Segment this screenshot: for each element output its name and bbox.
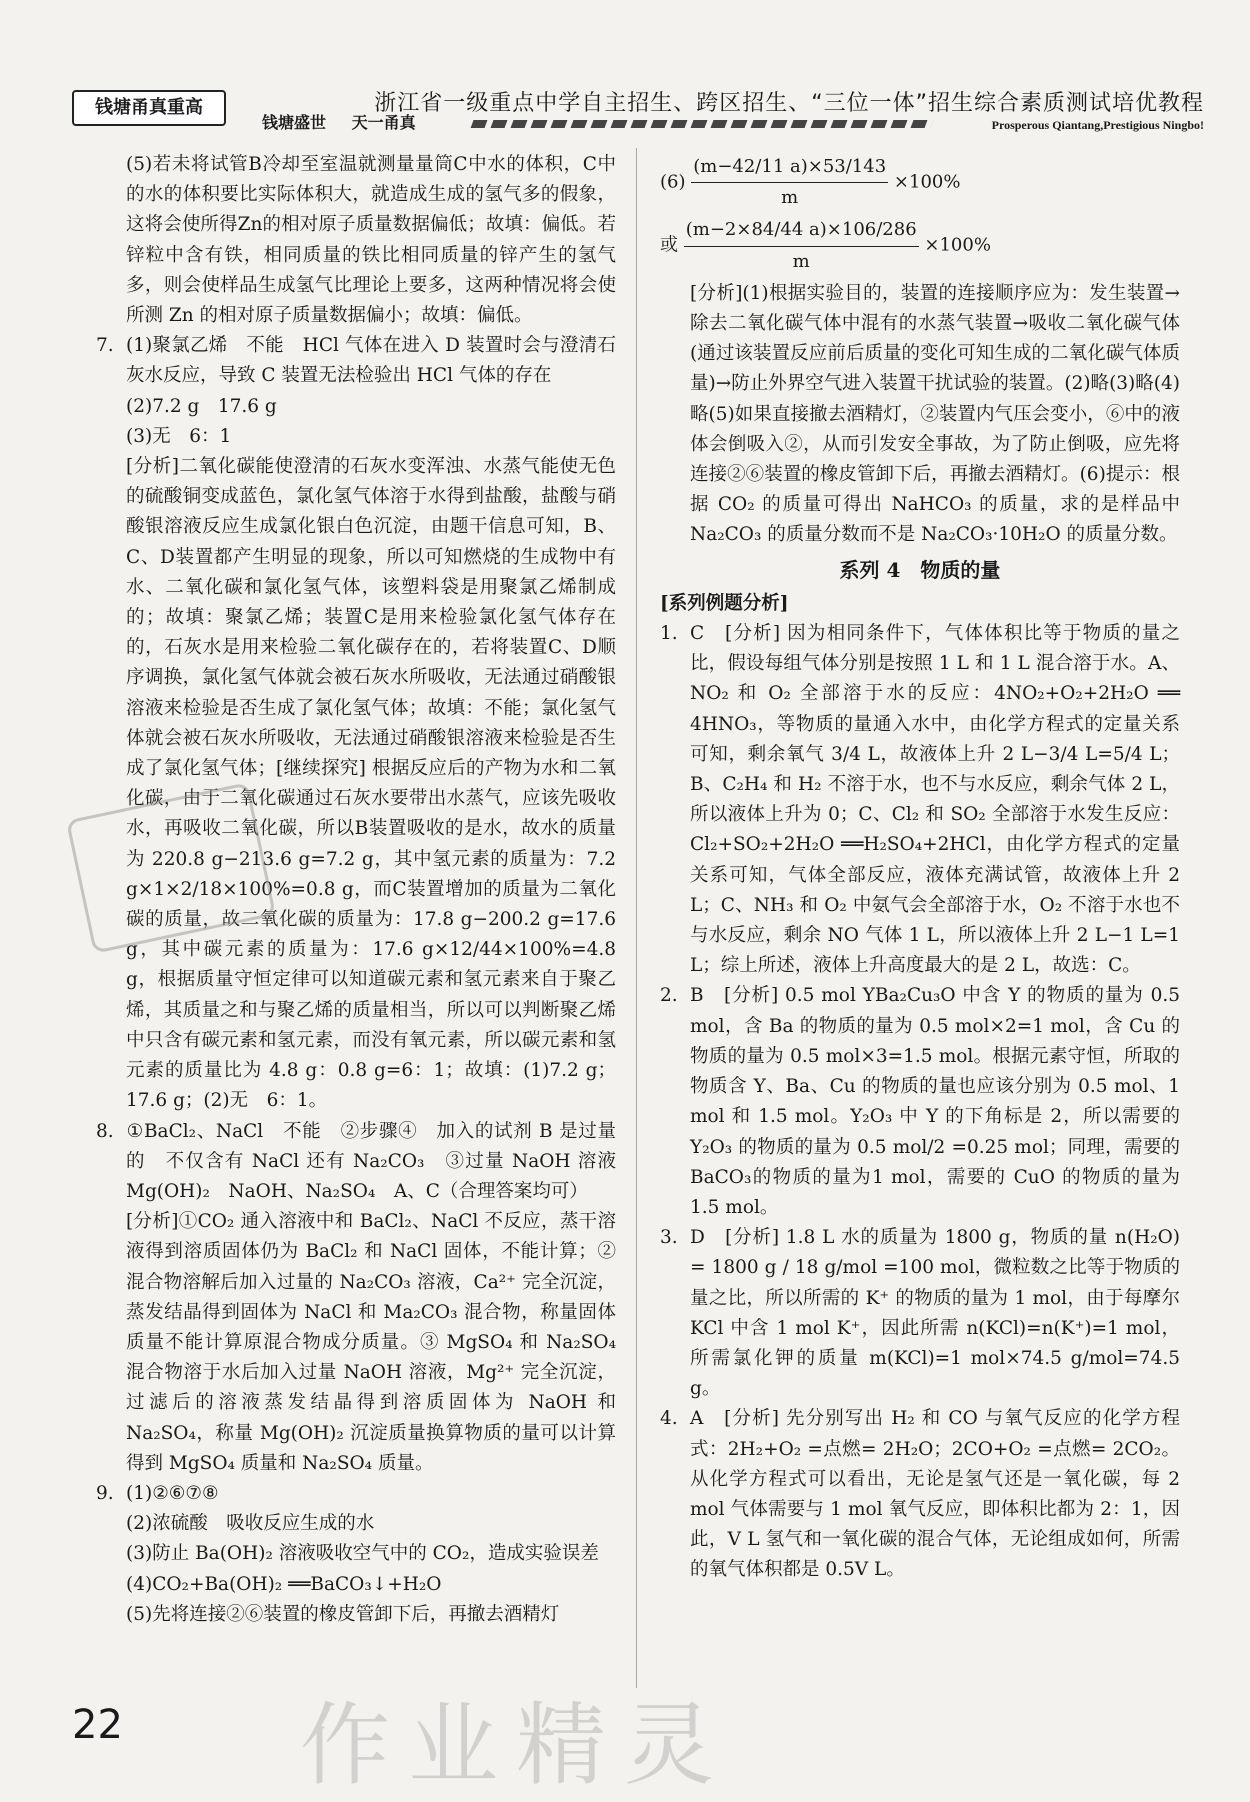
answer-paragraph	[96, 1509, 616, 1539]
item-number: 3.	[660, 1227, 678, 1249]
answer-paragraph	[660, 619, 1180, 981]
answer-paragraph	[96, 392, 616, 422]
item-text: (3)防止 Ba(OH)₂ 溶液吸收空气中的 CO₂，造成实验误差	[126, 1543, 599, 1565]
answer-paragraph	[96, 331, 616, 391]
item-text: (2)浓硫酸 吸收反应生成的水	[126, 1513, 375, 1535]
item-number: 2.	[660, 985, 678, 1007]
item-number: 1.	[660, 623, 678, 645]
section-title: 系列 4 物质的量	[839, 557, 1001, 582]
header-dash-decoration	[471, 120, 934, 128]
answer-paragraph	[96, 1539, 616, 1569]
answer-paragraph	[96, 1570, 616, 1600]
item-number: 8.	[96, 1120, 114, 1142]
fraction-denominator: m	[792, 250, 810, 272]
formula-6a	[660, 152, 1180, 213]
item-text: (5)若未将试管B冷却至室温就测量量筒C中水的体积，C中的水的体积要比实际体积大，就造成生成的氢气多的假象，这将会使所得Zn的相对原子质量数据偏低；故填：偏低。若锌粒中含有铁，相同质量的铁比相同质量的锌产生的氢气多，则会使样品生成氢气比理论上要多，这两种情况将会使所测 Zn 的相对原子质量数据偏小；故填：偏低。	[126, 154, 616, 327]
item-number: 9.	[96, 1482, 114, 1504]
answer-paragraph	[96, 422, 616, 452]
answer-paragraph	[660, 1223, 1180, 1404]
answer-paragraph	[96, 1117, 635, 1208]
slogan-a: 钱塘盛世	[262, 113, 327, 132]
answer-paragraph	[96, 1600, 616, 1630]
answer-paragraph	[96, 452, 616, 1116]
item-text: [分析]①CO₂ 通入溶液中和 BaCl₂、NaCl 不反应，蒸干溶液得到溶质固体仍为 BaCl₂ 和 NaCl 固体，不能计算；②混合物溶解后加入过量的 Na₂CO₃ 溶液，Ca²⁺ 完全沉淀，蒸发结晶得到固体为 NaCl 和 Ma₂CO₃ 混合物，称量固体质量不能计算原混合物成分质量。③ MgSO₄ 和 Na₂SO₄ 混合物溶于水后加入过量 NaOH 溶液，Mg²⁺ 完全沉淀，过滤后的溶液蒸发结晶得到溶质固体为 NaOH 和 Na₂SO₄，称量 Mg(OH)₂ 沉淀质量换算物质的量可以计算得到 MgSO₄ 质量和 Na₂SO₄ 质量。	[126, 1211, 616, 1474]
answer-paragraph	[96, 1207, 616, 1479]
right-analysis	[660, 279, 1180, 551]
header-title: 浙江省一级重点中学自主招生、跨区招生、“三位一体”招生综合素质测试培优教程	[374, 91, 1204, 116]
item-text: (5)先将连接②⑥装置的橡皮管卸下后，再撤去酒精灯	[126, 1603, 560, 1625]
right-answers	[660, 619, 1180, 1586]
slogan-b: 天一甬真	[351, 113, 416, 132]
fraction-denominator: m	[781, 187, 799, 209]
answer-paragraph	[660, 981, 1180, 1223]
item-text: (2)7.2 g 17.6 g	[126, 395, 277, 417]
fraction	[684, 215, 919, 276]
item-text: (1)聚氯乙烯 不能 HCl 气体在进入 D 装置时会与澄清石灰水反应，导致 C 装置无法检验出 HCl 气体的存在	[126, 335, 616, 387]
formula-tail: ×100%	[893, 171, 961, 193]
column-divider	[636, 148, 637, 1688]
item-text: [分析](1)根据实验目的，装置的连接顺序应为：发生装置→除去二氧化碳气体中混有的水蒸气装置→吸收二氧化碳气体(通过该装置反应前后质量的变化可知生成的二氧化碳气体质量)→防止外界空气进入装置干扰试验的装置。(2)略(3)略(4)略(5)如果直接撤去酒精灯，②装置内气压会变小，⑥中的液体会倒吸入②，从而引发安全事故，为了防止倒吸，应先将连接②⑥装置的橡皮管卸下后，再撤去酒精灯。(6)提示：根据 CO₂ 的质量可得出 NaHCO₃ 的质量，求的是样品中 Na₂CO₃ 的质量分数而不是 Na₂CO₃·10H₂O 的质量分数。	[690, 282, 1180, 546]
section-subtitle: [系列例题分析]	[660, 592, 789, 614]
answer-paragraph	[96, 150, 616, 331]
item-text: ①BaCl₂、NaCl 不能 ②步骤④ 加入的试剂 B 是过量的 不仅含有 NaCl 还有 Na₂CO₃ ③过量 NaOH 溶液 Mg(OH)₂ NaOH、Na₂SO₄ A、C（合理答案均可）	[126, 1120, 635, 1202]
item-text: [分析]二氧化碳能使澄清的石灰水变浑浊、水蒸气能使无色的硫酸铜变成蓝色，氯化氢气体溶于水得到盐酸，盐酸与硝酸银溶液反应生成氯化银白色沉淀，由题干信息可知，B、C、D装置都产生明显的现象，所以可知燃烧的生成物中有水、二氧化碳和氯化氢气体，该塑料袋是用聚氯乙烯制成的；故填：聚氯乙烯；装置C是用来检验氯化氢气体存在的，石灰水是用来检验二氧化碳存在的，若将装置C、D顺序调换，氯化氢气体就会被石灰水所吸收，无法通过硝酸银溶液来检验是否生成了氯化氢气体；故填：不能；氯化氢气体就会被石灰水所吸收，无法通过硝酸银溶液来检验是否生成了氯化氢气体；[继续探究] 根据反应后的产物为水和二氧化碳，由于二氧化碳通过石灰水要带出水蒸气，应该先吸收水，再吸收二氧化碳，所以B装置吸收的是水，故水的质量为 220.8 g−213.6 g=7.2 g，其中氢元素的质量为：7.2 g×1×2/18×100%=0.8 g，而C装置增加的质量为二氧化碳的质量，故二氧化碳的质量为：17.8 g−200.2 g=17.6 g，其中碳元素的质量为：17.6 g×12/44×100%=4.8 g，根据质量守恒定律可以知道碳元素和氢元素来自于聚乙烯，其质量之和与聚乙烯的质量相当，所以可以判断聚乙烯中只含有碳元素和氢元素，而没有氧元素，所以碳元素和氢元素的质量比为 4.8 g：0.8 g=6：1；故填：(1)7.2 g；17.6 g；(2)无 6：1。	[126, 456, 616, 1112]
formula-or: 或	[660, 235, 678, 257]
formula-label: (6)	[660, 171, 686, 193]
item-number: 4.	[660, 1408, 678, 1430]
answer-paragraph	[660, 279, 1180, 551]
fraction-numerator: (m−42/11 a)×53/143	[691, 152, 888, 183]
item-text: (1)②⑥⑦⑧	[126, 1482, 219, 1504]
item-text: A [分析] 先分别写出 H₂ 和 CO 与氧气反应的化学方程式：2H₂+O₂ =点燃= 2H₂O；2CO+O₂ =点燃= 2CO₂。从化学方程式可以看出，无论是氢气还是一氧化碳，每 2 mol 气体需要与 1 mol 氧气反应，即体积比都为 2：1，因此，V L 氢气和一氧化碳的混合气体，无论组成如何，所需的氧气体积都是 0.5V L。	[690, 1408, 1180, 1581]
watermark: 作业精灵	[300, 1693, 732, 1798]
page-number: 22	[72, 1702, 123, 1748]
formula-6b	[660, 215, 1180, 276]
answer-paragraph	[660, 1404, 1180, 1585]
formula-tail: ×100%	[924, 235, 991, 257]
item-text: B [分析] 0.5 mol YBa₂Cu₃O 中含 Y 的物质的量为 0.5 mol，含 Ba 的物质的量为 0.5 mol×2=1 mol，含 Cu 的物质的量为 0.5 mol×3=1.5 mol。根据元素守恒，所取的物质含 Y、Ba、Cu 的物质的量也应该分别为 0.5 mol、1 mol 和 1.5 mol。Y₂O₃ 中 Y 的下角标是 2，所以需要的 Y₂O₃ 的物质的量为 0.5 mol/2 =0.25 mol；同理，需要的 BaCO₃的物质的量为1 mol，需要的 CuO 的物质的量为 1.5 mol。	[690, 985, 1180, 1218]
fraction	[691, 152, 888, 213]
page-header	[0, 0, 1250, 135]
fraction-numerator: (m−2×84/44 a)×106/286	[684, 215, 919, 246]
header-subtitle: Prosperous Qiantang,Prestigious Ningbo!	[991, 118, 1204, 132]
item-text: D [分析] 1.8 L 水的质量为 1800 g，物质的量 n(H₂O) = 1800 g / 18 g/mol =100 mol，微粒数之比等于物质的量之比，所以所需的 K⁺ 的物质的量为 1 mol，由于每摩尔 KCl 中含 1 mol K⁺，因此所需 n(KCl)=n(K⁺)=1 mol，所需氯化钾的质量 m(KCl)=1 mol×74.5 g/mol=74.5 g。	[690, 1227, 1180, 1400]
item-text: C [分析] 因为相同条件下，气体体积比等于物质的量之比，假设每组气体分别是按照 1 L 和 1 L 混合溶于水。A、NO₂ 和 O₂ 全部溶于水的反应：4NO₂+O₂+2H₂O ══ 4HNO₃，等物质的量通入水中，由化学方程式的定量关系可知，剩余氧气 3/4 L，故液体上升 2 L−3/4 L=5/4 L；B、C₂H₄ 和 H₂ 不溶于水，也不与水反应，剩余气体 2 L，所以液体上升为 0；C、Cl₂ 和 SO₂ 全部溶于水发生反应：Cl₂+SO₂+2H₂O ══H₂SO₄+2HCl，由化学方程式的定量关系可知，气体全部反应，液体充满试管，故液体上升 2 L；C、NH₃ 和 O₂ 中氨气会全部溶于水，O₂ 不溶于水也不与水反应，剩余 NO 气体 1 L，所以液体上升 2 L−1 L=1 L；综上所述，液体上升高度最大的是 2 L，故选：C。	[690, 623, 1180, 977]
item-text: (3)无 6：1	[126, 425, 232, 447]
brand-logo: 钱塘甬真重高	[72, 90, 226, 126]
item-text: (4)CO₂+Ba(OH)₂ ══BaCO₃↓+H₂O	[126, 1573, 442, 1595]
item-number: 7.	[96, 335, 114, 357]
right-column	[660, 150, 1180, 1586]
answer-paragraph	[96, 1479, 616, 1509]
